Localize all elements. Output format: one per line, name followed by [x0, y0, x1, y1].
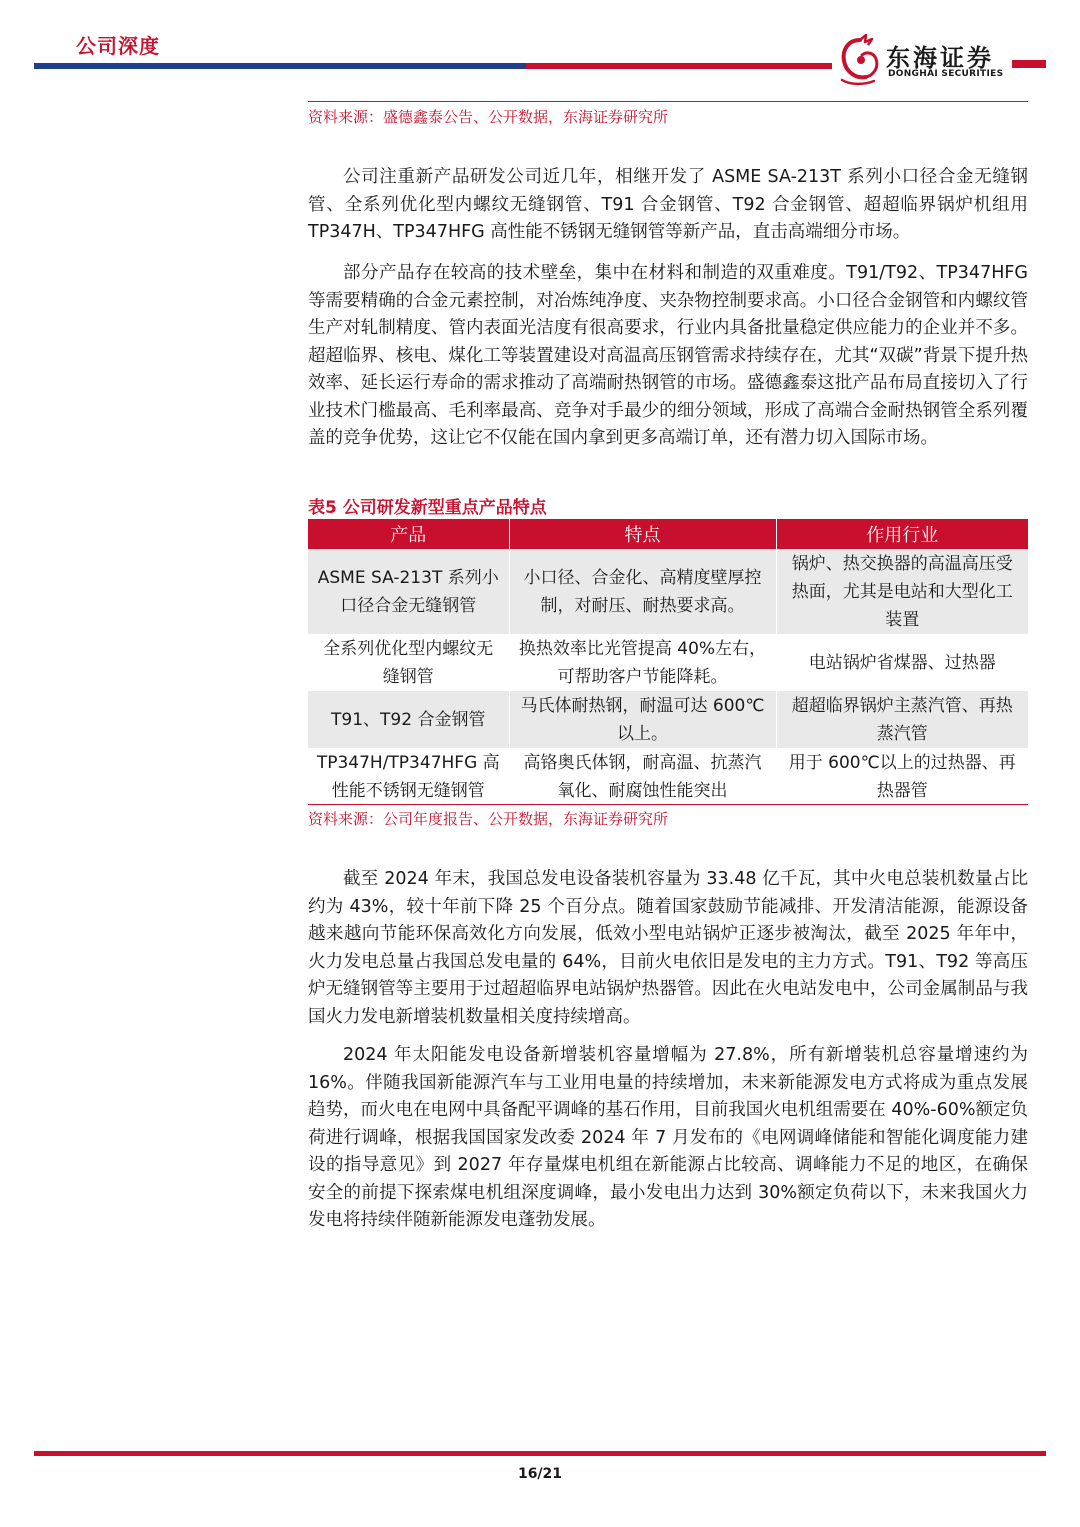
company-logo [836, 34, 1012, 86]
table-header-cell: 作用行业 [776, 519, 1028, 549]
table-row [308, 549, 1028, 634]
table-row [308, 691, 1028, 748]
product-table [308, 519, 1028, 805]
dragon-emblem-icon [836, 34, 884, 86]
table-cell: 电站锅炉省煤器、过热器 [776, 634, 1028, 691]
logo-text-en: DONGHAI SECURITIES [888, 69, 1004, 79]
table-title: 表5 公司研发新型重点产品特点 [308, 498, 547, 518]
table-cell: 超超临界锅炉主蒸汽管、再热蒸汽管 [776, 691, 1028, 748]
source-note-top: 资料来源：盛德鑫泰公告、公开数据，东海证券研究所 [308, 108, 669, 126]
table-cell: 高铬奥氏体钢，耐高温、抗蒸汽氧化、耐腐蚀性能突出 [509, 748, 776, 805]
header-bar-blue [34, 63, 526, 69]
logo-text-cn: 东海证券 [886, 44, 994, 72]
table-header-cell: 特点 [509, 519, 776, 549]
footer-bar [34, 1451, 1046, 1456]
table-row [308, 748, 1028, 805]
top-divider [308, 101, 1028, 102]
paragraph-new-energy: 2024 年太阳能发电设备新增装机容量增幅为 27.8%，所有新增装机总容量增速约为 16%。伴随我国新能源汽车与工业用电量的持续增加，未来新能源发电方式将成为重点发展趋势，而火电在电网中具备配平调峰的基石作用，目前我国火电机组需要在 40%-60%额定负荷进行调峰，根据我国国家发改委 2024 年 7 月发布的《电网调峰储能和智能化调度能力建设的指导意见》到 2027 年存量煤电机组在新能源占比较高、调峰能力不足的地区，在确保安全的前提下探索煤电机组深度调峰，最小发电出力达到 30%额定负荷以下，未来我国火力发电将持续伴随新能源发电蓬勃发展。 [308, 1045, 1028, 1230]
table-cell: 用于 600℃以上的过热器、再热器管 [776, 748, 1028, 805]
table-cell: TP347H/TP347HFG 高性能不锈钢无缝钢管 [308, 748, 509, 805]
table-cell: 全系列优化型内螺纹无缝钢管 [308, 634, 509, 691]
table-row [308, 634, 1028, 691]
table-cell: ASME SA-213T 系列小口径合金无缝钢管 [308, 549, 509, 634]
table-cell: 换热效率比光管提高 40%左右，可帮助客户节能降耗。 [509, 634, 776, 691]
header-bar-red [526, 63, 832, 69]
table-cell: T91、T92 合金钢管 [308, 691, 509, 748]
table-cell: 锅炉、热交换器的高温高压受热面，尤其是电站和大型化工装置 [776, 549, 1028, 634]
paragraph-new-products: 公司注重新产品研发公司近几年，相继开发了 ASME SA-213T 系列小口径合金无缝钢管、全系列优化型内螺纹无缝钢管、T91 合金钢管、T92 合金钢管、超超临界锅炉机组用 TP347H、TP347HFG 高性能不锈钢无缝钢管等新产品，直击高端细分市场。 [308, 167, 1028, 242]
paragraph-thermal-power: 截至 2024 年末，我国总发电设备装机容量为 33.48 亿千瓦，其中火电总装机数量占比约为 43%，较十年前下降 25 个百分点。随着国家鼓励节能减排、开发清洁能源，能源设备越来越向节能环保高效化方向发展，低效小型电站锅炉正逐步被淘汰，截至 2025 年年中，火力发电总量占我国总发电量的 64%，目前火电依旧是发电的主力方式。T91、T92 等高压炉无缝钢管等主要用于过超超临界电站锅炉热器管。因此在火电站发电中，公司金属制品与我国火力发电新增装机数量相关度持续增高。 [308, 869, 1028, 1027]
page-category: 公司深度 [76, 34, 160, 58]
paragraph-technical-barriers: 部分产品存在较高的技术壁垒，集中在材料和制造的双重难度。T91/T92、TP347HFG 等需要精确的合金元素控制，对冶炼纯净度、夹杂物控制要求高。小口径合金钢管和内螺纹管生产对轧制精度、管内表面光洁度有很高要求，行业内具备批量稳定供应能力的企业并不多。超超临界、核电、煤化工等装置建设对高温高压钢管需求持续存在，尤其“双碳”背景下提升热效率、延长运行寿命的需求推动了高端耐热钢管的市场。盛德鑫泰这批产品布局直接切入了行业技术门槛最高、毛利率最高、竞争对手最少的细分领域，形成了高端合金耐热钢管全系列覆盖的竞争优势，这让它不仅能在国内拿到更多高端订单，还有潜力切入国际市场。 [308, 263, 1028, 448]
table-bottom-rule [308, 804, 1028, 805]
table-cell: 小口径、合金化、高精度壁厚控制，对耐压、耐热要求高。 [509, 549, 776, 634]
header-bar-red-right [1012, 60, 1046, 68]
source-note-table: 资料来源：公司年度报告、公开数据，东海证券研究所 [308, 810, 669, 828]
table-header-cell: 产品 [308, 519, 509, 549]
table-header-row [308, 519, 1028, 549]
table-cell: 马氏体耐热钢，耐温可达 600℃以上。 [509, 691, 776, 748]
page-number: 16/21 [517, 1466, 563, 1482]
